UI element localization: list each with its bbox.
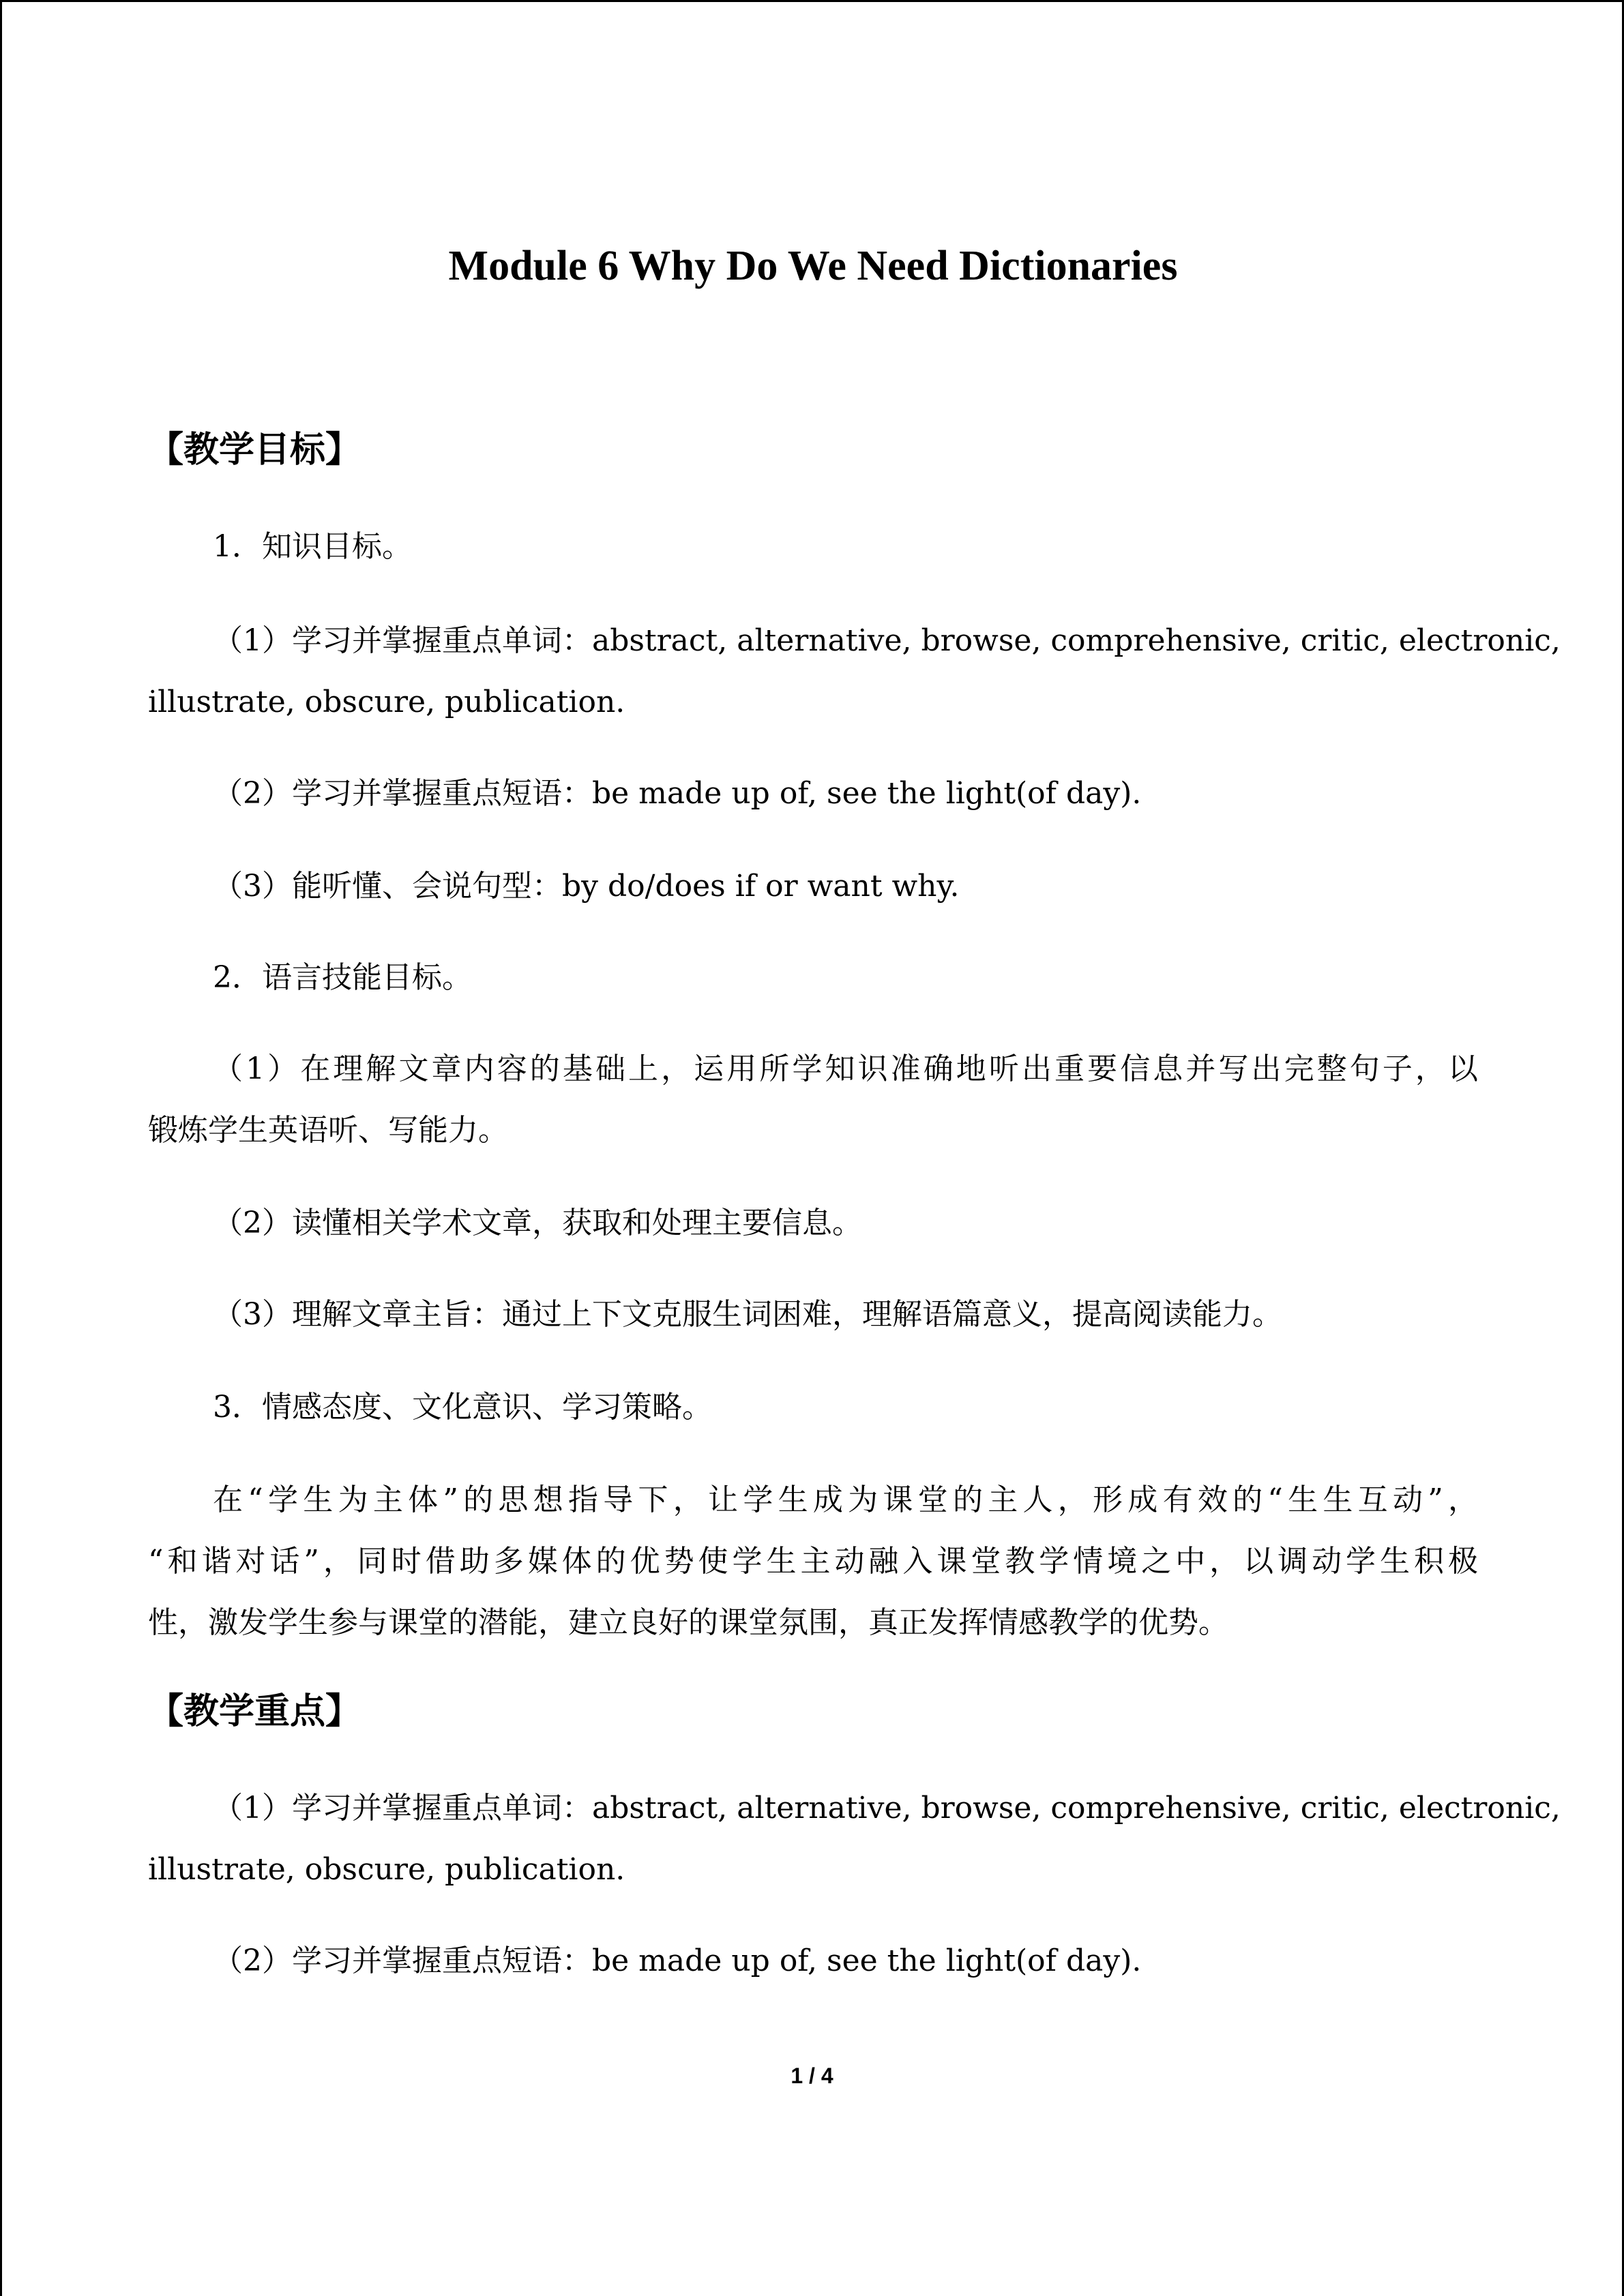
focus-vocab-line-2: illustrate, obscure, publication. [148, 1852, 625, 1887]
affective-paragraph-line-2: “和谐对话”，同时借助多媒体的优势使学生主动融入课堂教学情境之中，以调动学生积极 [148, 1544, 1478, 1579]
objective-listening-writing-line-2: 锻炼学生英语听、写能力。 [148, 1113, 508, 1148]
affective-paragraph-line-1: 在“学生为主体”的思想指导下，让学生成为课堂的主人，形成有效的“生生互动”， [213, 1482, 1478, 1517]
focus-vocab-line-1: （1）学习并掌握重点单词：abstract, alternative, browse, comprehensive, critic, electronic, [213, 1791, 1561, 1825]
section-heading-teaching-focus: 【教学重点】 [148, 1691, 361, 1732]
objective-main-idea: （3）理解文章主旨：通过上下文克服生词困难，理解语篇意义，提高阅读能力。 [213, 1297, 1282, 1332]
objective-reading: （2）读懂相关学术文章，获取和处理主要信息。 [213, 1206, 862, 1240]
objective-listening-writing-line-1: （1）在理解文章内容的基础上，运用所学知识准确地听出重要信息并写出完整句子，以 [213, 1052, 1478, 1086]
page-number: 1 / 4 [791, 2063, 833, 2088]
section-heading-teaching-objectives: 【教学目标】 [148, 430, 361, 471]
objective-affective-heading: 3．情感态度、文化意识、学习策略。 [213, 1390, 712, 1425]
affective-paragraph-line-3: 性，激发学生参与课堂的潜能，建立良好的课堂氛围，真正发挥情感教学的优势。 [148, 1605, 1228, 1640]
focus-phrases: （2）学习并掌握重点短语：be made up of, see the light(of day). [213, 1943, 1142, 1978]
objective-vocab-line-2: illustrate, obscure, publication. [148, 685, 625, 719]
objective-language-skills-heading: 2．语言技能目标。 [213, 960, 472, 995]
objective-knowledge-heading: 1．知识目标。 [213, 529, 412, 564]
objective-vocab-line-1: （1）学习并掌握重点单词：abstract, alternative, browse, comprehensive, critic, electronic, [213, 623, 1561, 658]
document-title: Module 6 Why Do We Need Dictionaries [448, 243, 1178, 289]
objective-sentence-patterns: （3）能听懂、会说句型：by do/does if or want why. [213, 869, 960, 904]
objective-phrases: （2）学习并掌握重点短语：be made up of, see the light(of day). [213, 776, 1142, 811]
